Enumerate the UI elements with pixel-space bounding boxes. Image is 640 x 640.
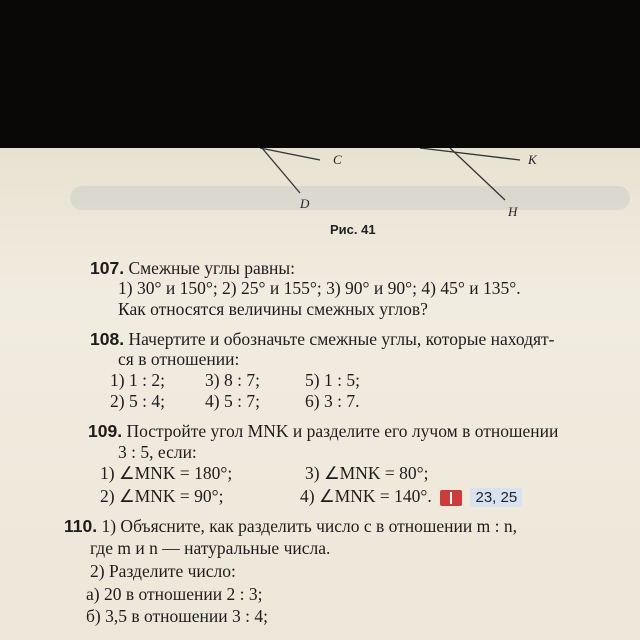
option-4: 4) 5 : 7; (205, 391, 260, 411)
ray-oc (260, 148, 320, 160)
figure-caption: Рис. 41 (330, 222, 376, 237)
problem-number: 110. (64, 516, 98, 536)
option-6: 6) 3 : 7. (305, 391, 360, 411)
label-k: K (528, 152, 537, 167)
problem-108-line2: ся в отношении: (118, 349, 240, 369)
problem-107-question: Как относятся величины смежных углов? (118, 299, 428, 319)
label-c: C (333, 152, 342, 167)
problem-text: Постройте угол MNK и разделите его лучом в отношении (126, 421, 559, 441)
book-icon (440, 490, 462, 506)
ray-k (420, 148, 520, 160)
figure-41 (0, 148, 640, 228)
problem-text: 1) Объясните, как разделить число c в отношении m : n, (101, 516, 517, 536)
problem-text: Начертите и обозначьте смежные углы, которые находят- (128, 329, 555, 349)
problem-107-header (90, 258, 295, 279)
option-4 (300, 486, 522, 507)
textbook-page (0, 148, 640, 640)
option-3: 3) ∠MNK = 80°; (305, 463, 429, 483)
problem-number: 107. (90, 258, 125, 278)
problem-107-options: 1) 30° и 150°; 2) 25° и 155°; 3) 90° и 90°; 4) 45° и 135°. (118, 278, 521, 298)
label-h: H (508, 204, 518, 219)
option-2: 2) ∠MNK = 90°; (100, 486, 224, 506)
problem-number: 108. (90, 329, 125, 349)
problem-110-line2: где m и n — натуральные числа. (90, 538, 331, 558)
problem-number: 109. (88, 421, 123, 441)
problem-text: Смежные углы равны: (128, 258, 295, 278)
option-1: 1) ∠MNK = 180°; (100, 463, 233, 483)
problem-110-b: б) 3,5 в отношении 3 : 4; (86, 606, 268, 626)
option-5: 5) 1 : 5; (305, 370, 360, 390)
option-3: 3) 8 : 7; (205, 370, 260, 390)
problem-110-header (64, 516, 517, 537)
reference-badge: 23, 25 (470, 488, 522, 507)
problem-108-header (90, 329, 555, 350)
ray-h (450, 148, 505, 200)
problem-109-header (88, 421, 558, 442)
problem-110-a: а) 20 в отношении 2 : 3; (86, 584, 263, 604)
problem-109-line2: 3 : 5, если: (118, 442, 197, 462)
option-2: 2) 5 : 4; (110, 391, 165, 411)
problem-110-line3: 2) Разделите число: (90, 561, 236, 581)
option-1: 1) 1 : 2; (110, 370, 165, 390)
option-4-text: 4) ∠MNK = 140°. (300, 486, 432, 506)
label-d: D (300, 196, 310, 211)
